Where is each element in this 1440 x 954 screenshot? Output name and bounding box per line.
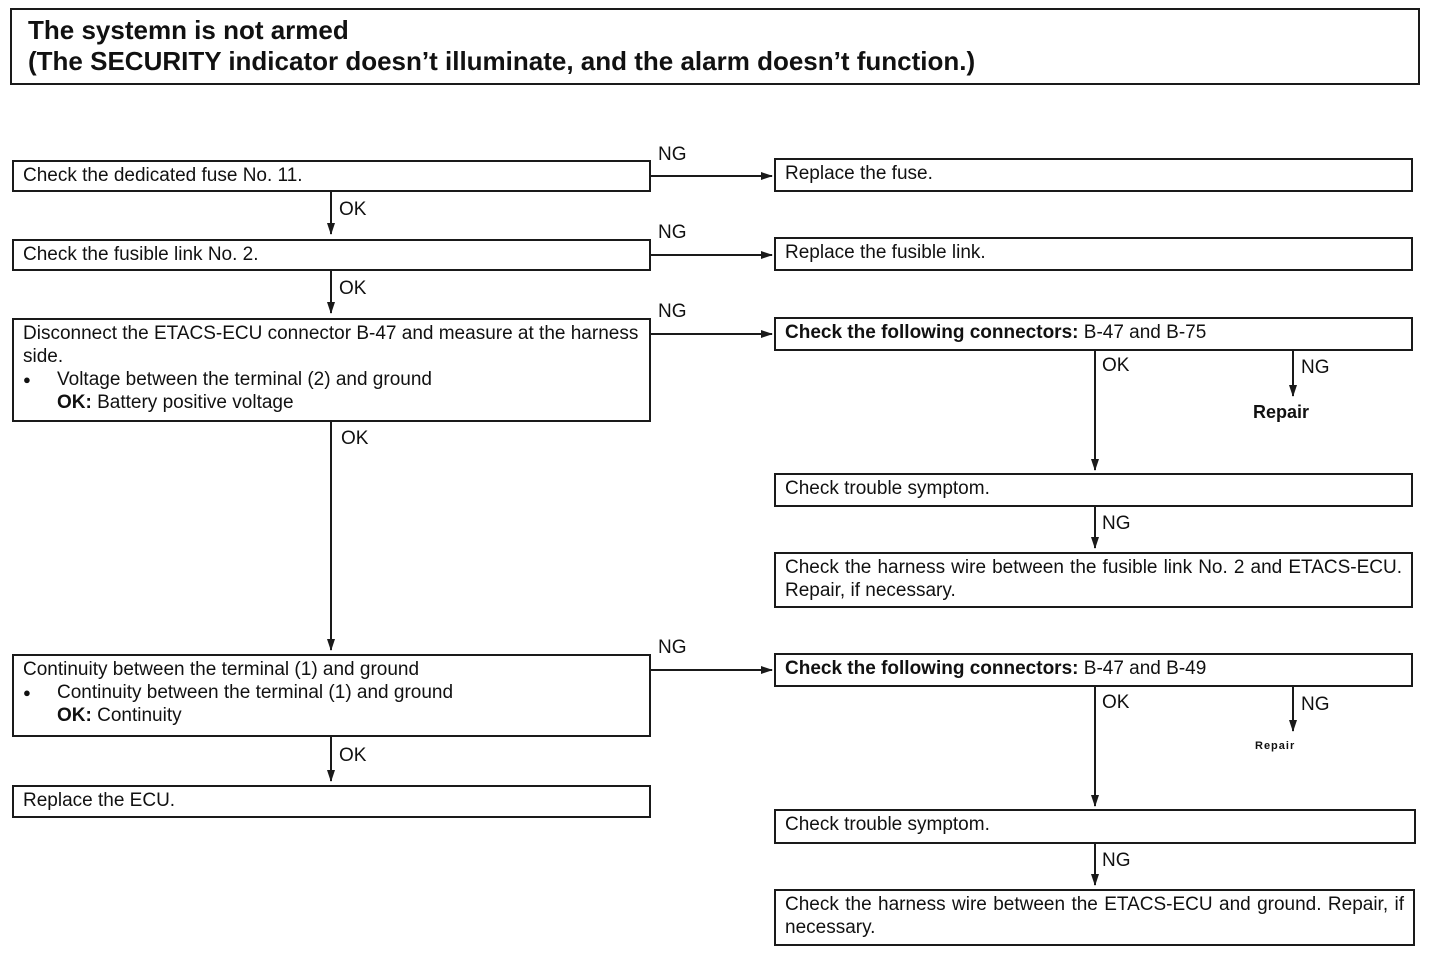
- ok-value: Battery positive voltage: [97, 392, 294, 413]
- ng-label: NG: [658, 144, 687, 165]
- ng-label: NG: [1301, 357, 1330, 378]
- ng-label: NG: [1102, 850, 1131, 871]
- ng-label: NG: [658, 301, 687, 322]
- title-line-1: The systemn is not armed: [28, 15, 349, 45]
- connectors-2-label: Check the following connectors:: [785, 658, 1079, 679]
- ng-label: NG: [1102, 513, 1131, 534]
- step-check-fuse: Check the dedicated fuse No. 11.: [12, 160, 651, 192]
- step-check-trouble-2: Check trouble symptom.: [774, 809, 1416, 844]
- ng-label: NG: [658, 222, 687, 243]
- continuity-ok-line: [23, 704, 640, 727]
- step-disconnect-connector: [12, 318, 651, 422]
- step-check-connectors-2: [774, 653, 1413, 687]
- step-check-fusible-link: Check the fusible link No. 2.: [12, 239, 651, 271]
- step-replace-fuse: Replace the fuse.: [774, 158, 1413, 192]
- step-replace-ecu: Replace the ECU.: [12, 785, 651, 818]
- connectors-1-value: B-47 and B-75: [1083, 322, 1207, 343]
- ng-label: NG: [658, 637, 687, 658]
- step-check-harness-2: Check the harness wire between the ETACS-ECU and ground. Repair, if necessary.: [774, 889, 1415, 946]
- ok-label: OK:: [57, 392, 92, 413]
- ng-label: NG: [1301, 694, 1330, 715]
- title-line-2: (The SECURITY indicator doesn’t illuminate, and the alarm doesn’t function.): [28, 46, 976, 76]
- connectors-1-label: Check the following connectors:: [785, 322, 1079, 343]
- ok-label: OK: [341, 428, 369, 449]
- ok-label: OK: [339, 199, 367, 220]
- step-check-harness-1: Check the harness wire between the fusible link No. 2 and ETACS-ECU. Repair, if necessary.: [774, 552, 1413, 608]
- ok-label: OK: [339, 745, 367, 766]
- disconnect-text: Disconnect the ETACS-ECU connector B-47 and measure at the harness side.: [23, 323, 639, 367]
- step-check-connectors-1: [774, 317, 1413, 351]
- disconnect-ok-line: [23, 391, 640, 414]
- ok-label: OK: [339, 278, 367, 299]
- step-continuity: [12, 654, 651, 737]
- step-replace-fusible-link: Replace the fusible link.: [774, 237, 1413, 271]
- repair-label: Repair: [1253, 402, 1310, 422]
- ok-label: OK:: [57, 705, 92, 726]
- ok-value: Continuity: [97, 705, 182, 726]
- disconnect-bullet: ● Voltage between the terminal (2) and ground: [23, 368, 640, 391]
- continuity-text: Continuity between the terminal (1) and ground: [23, 659, 420, 680]
- connectors-2-value: B-47 and B-49: [1083, 658, 1207, 679]
- step-check-trouble-1: Check trouble symptom.: [774, 473, 1413, 507]
- ok-label: OK: [1102, 692, 1130, 713]
- repair-label: Repair: [1255, 740, 1296, 752]
- continuity-bullet: ● Continuity between the terminal (1) and ground: [23, 681, 640, 704]
- ok-label: OK: [1102, 355, 1130, 376]
